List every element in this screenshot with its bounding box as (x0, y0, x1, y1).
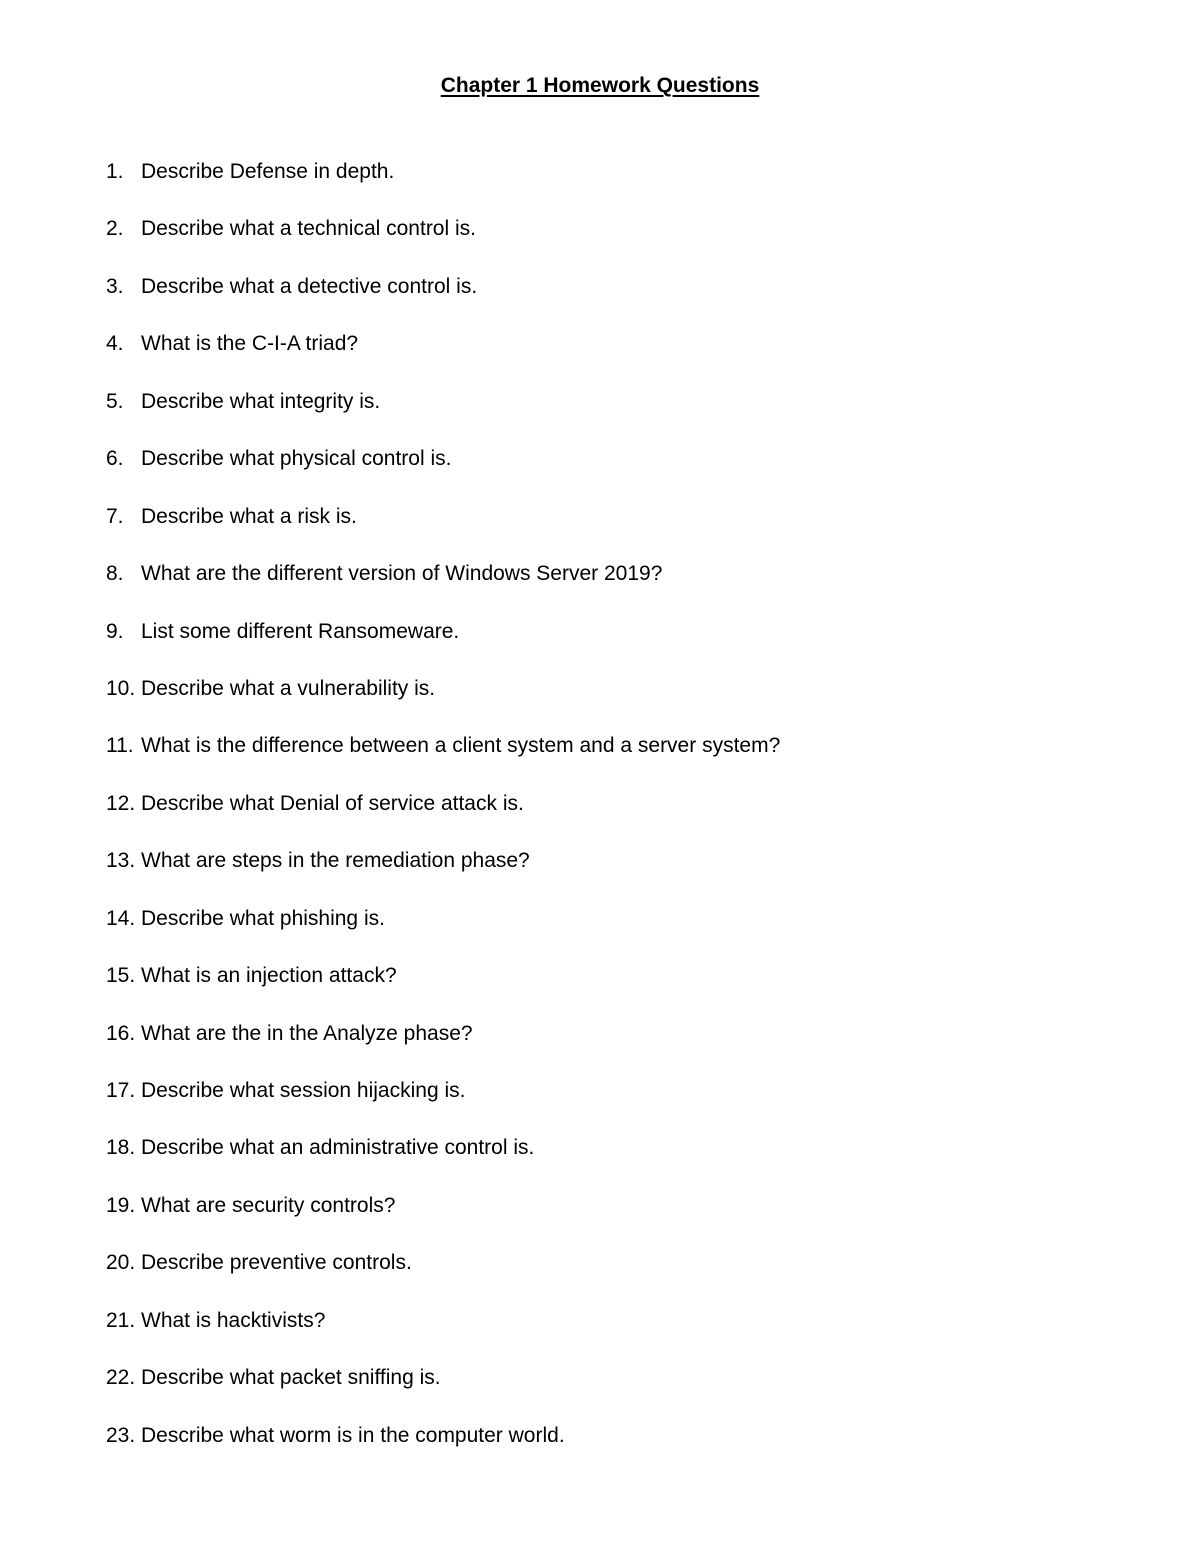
question-number: 7. (106, 504, 124, 528)
question-item (106, 1192, 1106, 1249)
question-item (106, 847, 1106, 904)
question-item (106, 732, 1106, 789)
question-text: Describe what an administrative control is. (141, 1136, 535, 1160)
question-text: Describe Defense in depth. (141, 160, 395, 183)
question-item (106, 158, 1106, 215)
question-number: 4. (106, 332, 124, 356)
question-item (106, 388, 1106, 445)
question-number: 12. (106, 791, 136, 815)
question-number: 22. (106, 1366, 136, 1390)
question-item (106, 445, 1106, 502)
question-text: Describe what a vulnerability is. (141, 676, 436, 700)
question-number: 16. (106, 1021, 136, 1045)
question-item (106, 1077, 1106, 1134)
question-number: 10. (106, 676, 136, 700)
page-title: Chapter 1 Homework Questions (440, 74, 760, 97)
question-text: Describe what packet sniffing is. (141, 1366, 441, 1390)
question-item (106, 1364, 1106, 1421)
question-item (106, 675, 1106, 732)
question-text: Describe what phishing is. (141, 906, 385, 930)
question-text: List some different Ransomeware. (141, 619, 460, 643)
question-item (106, 962, 1106, 1019)
question-number: 3. (106, 274, 124, 298)
question-text: Describe what worm is in the computer world. (141, 1423, 565, 1447)
question-text: Describe what a technical control is. (141, 217, 476, 241)
question-item (106, 1249, 1106, 1306)
question-item (106, 1307, 1106, 1364)
question-number: 5. (106, 389, 124, 413)
question-list (106, 158, 1106, 1479)
question-number: 6. (106, 447, 124, 471)
question-number: 18. (106, 1136, 136, 1160)
question-item (106, 1422, 1106, 1479)
question-text: Describe what a risk is. (141, 504, 357, 528)
question-text: What are the different version of Windows Server 2019? (141, 562, 663, 586)
question-number: 2. (106, 217, 124, 241)
question-number: 13. (106, 849, 136, 873)
question-item (106, 330, 1106, 387)
question-item (106, 1020, 1106, 1077)
question-number: 1. (106, 160, 124, 183)
question-text: What is the difference between a client system and a server system? (141, 734, 781, 758)
question-item (106, 618, 1106, 675)
question-number: 19. (106, 1193, 136, 1217)
question-text: What is hacktivists? (141, 1308, 326, 1332)
question-item (106, 905, 1106, 962)
question-number: 11. (106, 734, 134, 758)
question-text: What are the in the Analyze phase? (141, 1021, 473, 1045)
question-item (106, 503, 1106, 560)
question-item (106, 560, 1106, 617)
question-number: 20. (106, 1251, 136, 1275)
question-item (106, 790, 1106, 847)
question-text: What are security controls? (141, 1193, 396, 1217)
question-text: Describe what physical control is. (141, 447, 452, 471)
question-number: 17. (106, 1079, 136, 1102)
question-text: What is an injection attack? (141, 964, 397, 988)
question-number: 21. (106, 1308, 136, 1332)
question-number: 23. (106, 1423, 136, 1447)
question-item (106, 273, 1106, 330)
question-number: 8. (106, 562, 124, 586)
question-text: Describe preventive controls. (141, 1251, 412, 1275)
question-item (106, 215, 1106, 272)
question-text: Describe what integrity is. (141, 389, 381, 413)
question-number: 14. (106, 906, 136, 930)
question-text: What are steps in the remediation phase? (141, 849, 530, 873)
question-number: 15. (106, 964, 136, 988)
question-number: 9. (106, 619, 124, 643)
question-text: Describe what session hijacking is. (141, 1079, 466, 1102)
question-text: Describe what a detective control is. (141, 274, 478, 298)
question-text: Describe what Denial of service attack is. (141, 791, 524, 815)
question-text: What is the C-I-A triad? (141, 332, 359, 356)
question-item (106, 1134, 1106, 1191)
